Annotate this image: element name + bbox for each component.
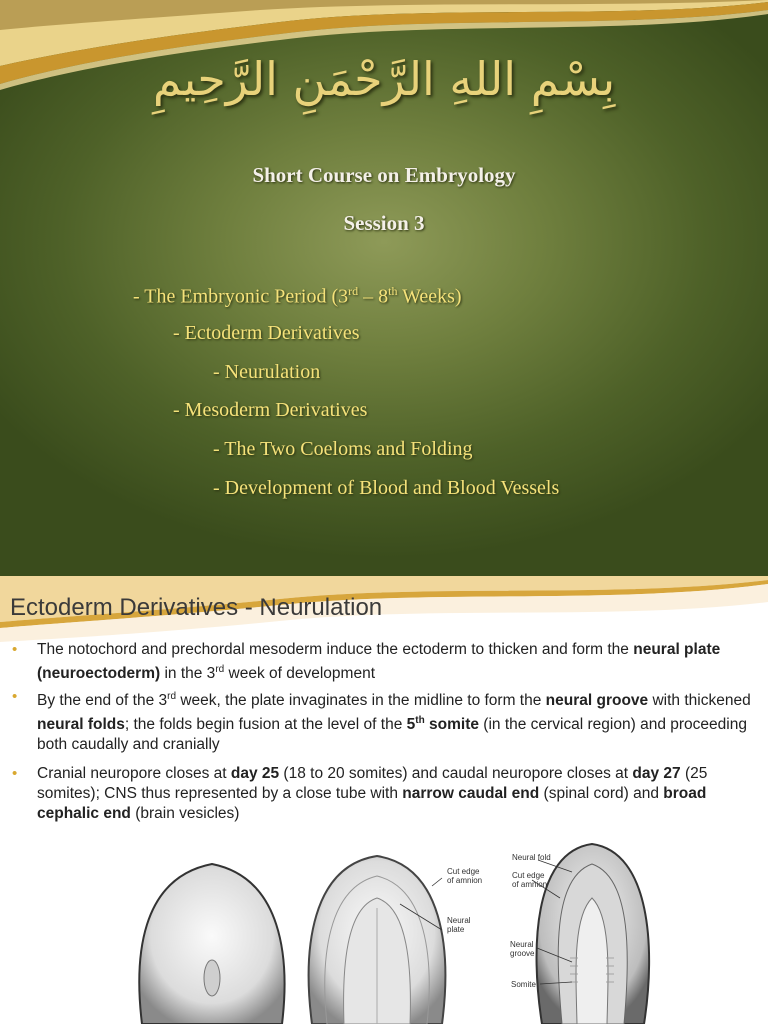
outline-item-blood: - Development of Blood and Blood Vessels: [213, 477, 560, 499]
bullet-icon: •: [12, 688, 18, 705]
bullet-text-neural-groove: By the end of the 3rd week, the plate invaginates in the midline to form the neural groove with thickened neural folds; the folds begin fusion at the level of the 5th somite (in the cervical region) and proceeding both caudally and cranially: [37, 691, 751, 754]
bullet-icon: •: [12, 765, 18, 782]
bullet-text-neuropore: Cranial neuropore closes at day 25 (18 to 20 somites) and caudal neuropore closes at day 27 (25 somites); CNS thus represented by a close tube with narrow caudal end (spinal cord) and broad cephalic end (brain vesicles): [37, 765, 708, 822]
outline-item-coeloms: - The Two Coeloms and Folding: [213, 438, 473, 460]
label-neural-fold: Neural fold: [512, 853, 551, 862]
session-title: Session 3: [343, 211, 425, 235]
slide-heading: Ectoderm Derivatives - Neurulation: [10, 594, 383, 621]
bismillah-heading: بِسْمِ اللهِ الرَّحْمَنِ الرَّحِيمِ: [152, 52, 616, 106]
label-neural-plate: Neural plate: [447, 916, 471, 934]
outline-item-mesoderm: - Mesoderm Derivatives: [173, 399, 368, 421]
label-somite: Somite: [511, 980, 536, 989]
label-cut-edge-amnion: Cut edge of amnion: [447, 867, 483, 885]
embryo-stage-3: [532, 844, 649, 1024]
bullet-icon: •: [12, 641, 18, 658]
embryo-stage-2: [309, 856, 446, 1024]
outline-item-embryonic-period: - The Embryonic Period (3rd – 8th Weeks): [133, 284, 462, 308]
label-neural-groove: Neural groove: [510, 940, 535, 958]
outline-item-neurulation: - Neurulation: [213, 361, 321, 383]
neurulation-embryo-illustration: [132, 838, 672, 1024]
course-title: Short Course on Embryology: [252, 163, 516, 187]
embryo-stage-1: [139, 864, 284, 1024]
bullet-text-neural-plate: The notochord and prechordal mesoderm induce the ectoderm to thicken and form the neural plate (neuroectoderm) in the 3rd week of development: [37, 641, 721, 683]
label-cut-edge-amnion-2: Cut edge of amnion: [512, 871, 548, 889]
outline-item-ectoderm: - Ectoderm Derivatives: [173, 322, 360, 344]
